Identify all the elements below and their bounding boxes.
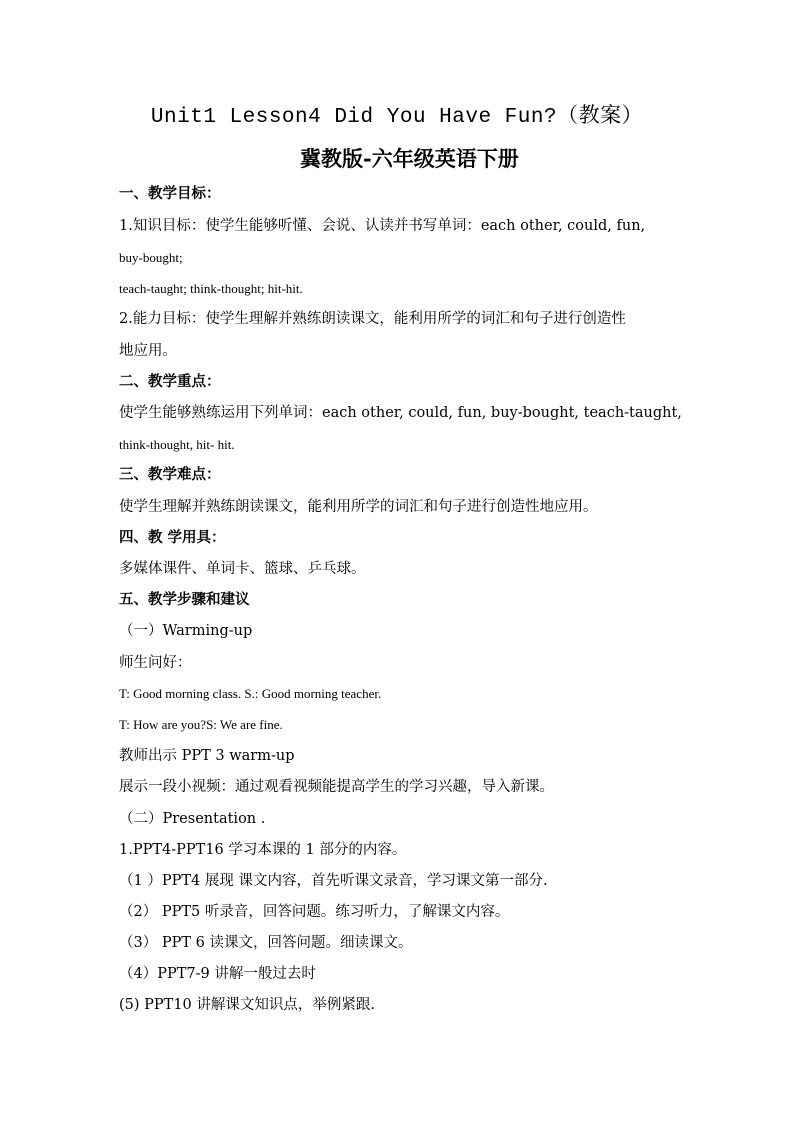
presentation-subitem-5: (5) PPT10 讲解课文知识点，举例紧跟.: [119, 997, 376, 1013]
step-presentation: （二）Presentation .: [119, 811, 266, 827]
key-points-text: 使学生能够熟练运用下列单词：each other, could, fun, buy-bought, teach-taught,: [119, 405, 682, 421]
section-heading-key-points: 二、教学重点：: [119, 374, 221, 390]
difficulties-text: 使学生理解并熟练朗读课文，能利用所学的词汇和句子进行创造性地应用。: [119, 499, 598, 515]
key-points-words: think-thought, hit- hit.: [119, 437, 235, 452]
presentation-item-1: 1.PPT4-PPT16 学习本课的 1 部分的内容。: [119, 842, 407, 858]
step-warming-up: （一）Warming-up: [119, 623, 253, 639]
section-heading-difficulties: 三、教学难点：: [119, 467, 221, 483]
document-title: Unit1 Lesson4 Did You Have Fun?（教案）: [150, 106, 644, 129]
document-subtitle: 冀教版-六年级英语下册: [300, 146, 519, 171]
objective-knowledge-words-2: teach-taught; think-thought; hit-hit.: [119, 281, 303, 296]
objective-knowledge: 1.知识目标：使学生能够听懂、会说、认读并书写单词：each other, could, fun,: [119, 218, 646, 234]
presentation-subitem-2: （2） PPT5 听录音，回答问题。练习听力，了解课文内容。: [119, 904, 510, 920]
section-heading-tools: 四、教 学用具：: [119, 530, 226, 546]
section-heading-objectives: 一、教学目标：: [119, 186, 221, 202]
objective-ability-cont: 地应用。: [119, 343, 177, 359]
video-line: 展示一段小视频：通过观看视频能提高学生的学习兴趣，导入新课。: [119, 779, 554, 795]
ppt3-line: 教师出示 PPT 3 warm-up: [119, 748, 295, 764]
presentation-subitem-3: （3） PPT 6 读课文，回答问题。细读课文。: [119, 935, 413, 951]
objective-ability: 2.能力目标：使学生理解并熟练朗读课文，能利用所学的词汇和句子进行创造性: [119, 311, 626, 327]
objective-knowledge-words-1: buy-bought;: [119, 250, 183, 265]
dialogue-line-2: T: How are you?S: We are fine.: [119, 717, 283, 732]
tools-text: 多媒体课件、单词卡、篮球、乒乓球。: [119, 561, 366, 577]
dialogue-line-1: T: Good morning class. S.: Good morning teacher.: [119, 686, 382, 701]
section-heading-steps: 五、教学步骤和建议: [119, 592, 250, 608]
greeting-label: 师生问好：: [119, 655, 192, 671]
presentation-subitem-4: （4）PPT7-9 讲解一般过去时: [119, 966, 316, 982]
presentation-subitem-1: （1 ）PPT4 展现 课文内容，首先听课文录音，学习课文第一部分.: [119, 873, 548, 889]
